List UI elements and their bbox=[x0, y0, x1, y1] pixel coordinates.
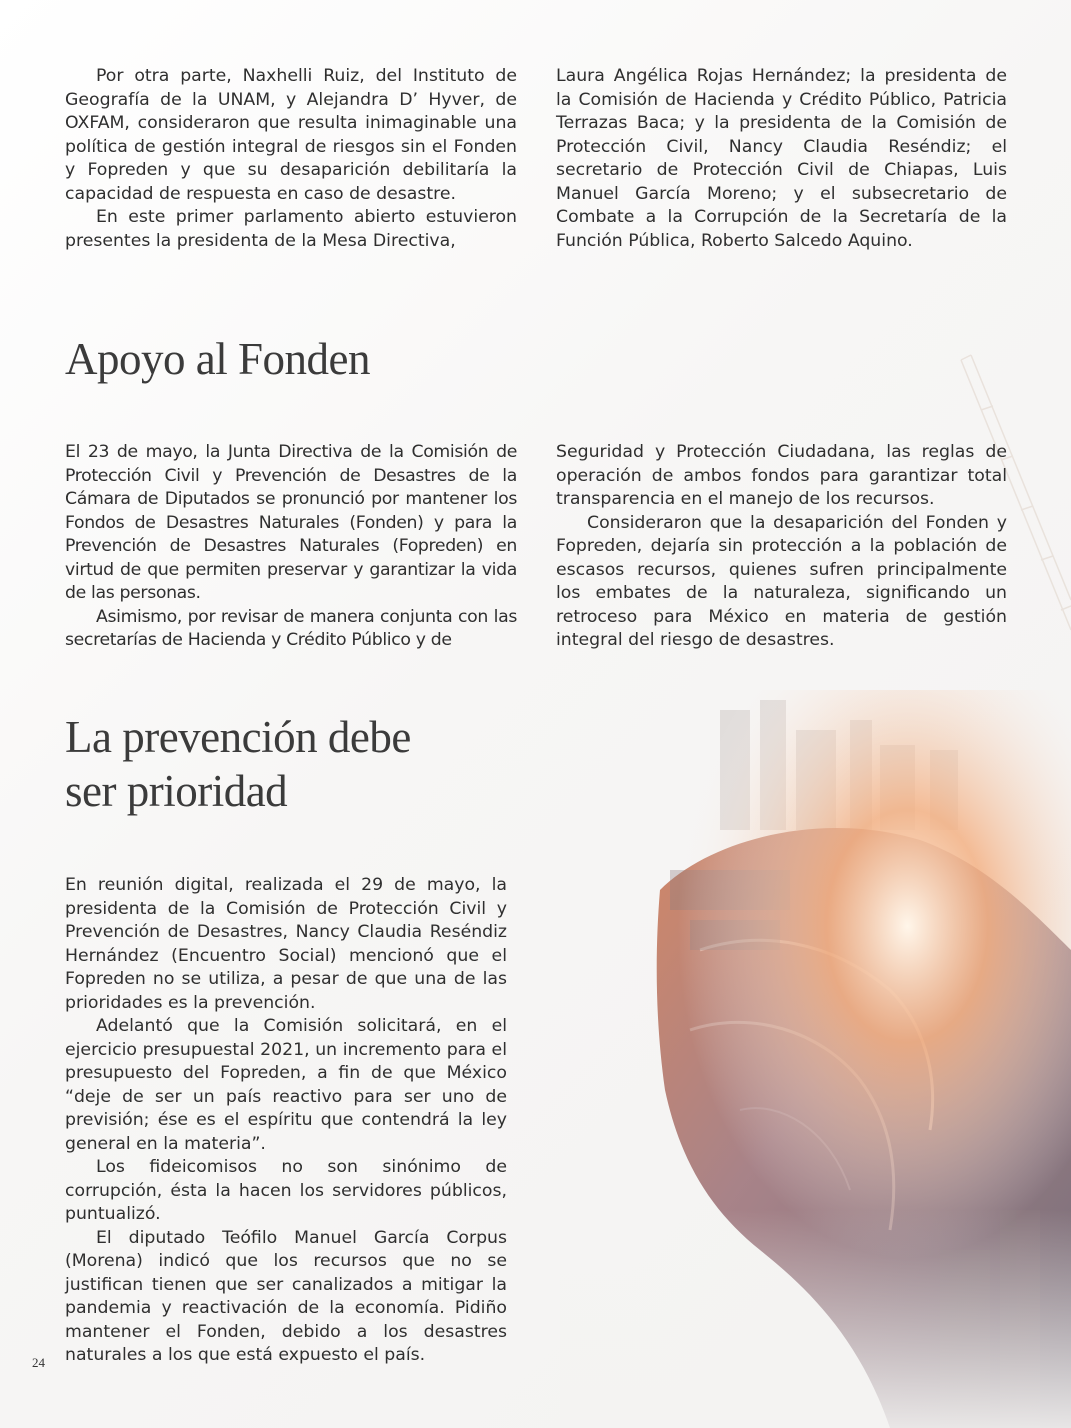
city-hands-illustration bbox=[560, 690, 1071, 1428]
paragraph: Asimismo, por revisar de manera conjunta con las secretarías de Hacienda y Crédito Público y de bbox=[65, 606, 517, 650]
paragraph: Laura Angélica Rojas Hernández; la presidenta de la Comisión de Hacienda y Crédito Público, Patricia Terrazas Baca; y la presidenta de la Comisión de Protección Civil, Nancy Claudia Reséndiz; el secretario de Protección Civil de Chiapas, Luis Manuel García Moreno; y el subsecretario de Combate a la Corrupción de la Secretaría de la Función Pública, Roberto Salcedo Aquino. bbox=[556, 66, 1007, 251]
paragraph: Los fideicomisos no son sinónimo de corrupción, ésta la hacen los servidores públicos, puntualizó. bbox=[65, 1157, 507, 1224]
paragraph: Adelantó que la Comisión solicitará, en el ejercicio presupuestal 2021, un incremento para el presupuesto del Fopreden, a fin de que México “deje de ser un país reactivo para ser uno de previsión; ése es el espíritu que contendrá la ley general en la materia”. bbox=[65, 1016, 507, 1154]
apoyo-column-left bbox=[65, 441, 517, 653]
prevencion-column bbox=[65, 874, 507, 1368]
paragraph: En este primer parlamento abierto estuvieron presentes la presidenta de la Mesa Directiva, bbox=[65, 207, 517, 251]
section-heading-apoyo: Apoyo al Fonden bbox=[65, 334, 370, 384]
paragraph: Por otra parte, Naxhelli Ruiz, del Instituto de Geografía de la UNAM, y Alejandra D’ Hyver, de OXFAM, consideraron que resulta inimaginable una política de gestión integral de riesgos sin el Fonden y Fopreden y que su desaparición debilitaría la capacidad de respuesta en caso de desastre. bbox=[65, 66, 517, 204]
section-heading-prevencion bbox=[65, 710, 411, 818]
paragraph: En reunión digital, realizada el 29 de mayo, la presidenta de la Comisión de Protección Civil y Prevención de Desastres, Nancy Claudia Reséndiz Hernández (Encuentro Social) mencionó que el Fopreden no se utiliza, a pesar de que una de las prioridades es la prevención. bbox=[65, 875, 507, 1013]
paragraph: El diputado Teófilo Manuel García Corpus (Morena) indicó que los recursos que no se justifican tienen que ser canalizados a mitigar la pandemia y reactivación de la economía. Pidiño mantener el Fonden, debido a los desastres naturales a los que está expuesto el país. bbox=[65, 1227, 507, 1365]
apoyo-column-right bbox=[556, 441, 1007, 653]
intro-column-left bbox=[65, 65, 517, 253]
heading-line: La prevención debe bbox=[65, 712, 411, 762]
paragraph: Consideraron que la desaparición del Fonden y Fopreden, dejaría sin protección a la población de escasos recursos, quienes sufren principalmente los embates de la naturaleza, significando un retroceso para México en materia de gestión integral del riesgo de desastres. bbox=[556, 512, 1007, 650]
paragraph: El 23 de mayo, la Junta Directiva de la Comisión de Protección Civil y Prevención de Desastres de la Cámara de Diputados se pronunció por mantener los Fondos de Desastres Naturales (Fonden) y para la Prevención de Desastres Naturales (Fopreden) en virtud de que permiten preservar y garantizar la vida de las personas. bbox=[65, 442, 517, 603]
page-number: 24 bbox=[32, 1355, 45, 1370]
paragraph: Seguridad y Protección Ciudadana, las reglas de operación de ambos fondos para garantizar total transparencia en el manejo de los recursos. bbox=[556, 442, 1007, 509]
heading-line: ser prioridad bbox=[65, 766, 288, 816]
intro-column-right bbox=[556, 65, 1007, 253]
